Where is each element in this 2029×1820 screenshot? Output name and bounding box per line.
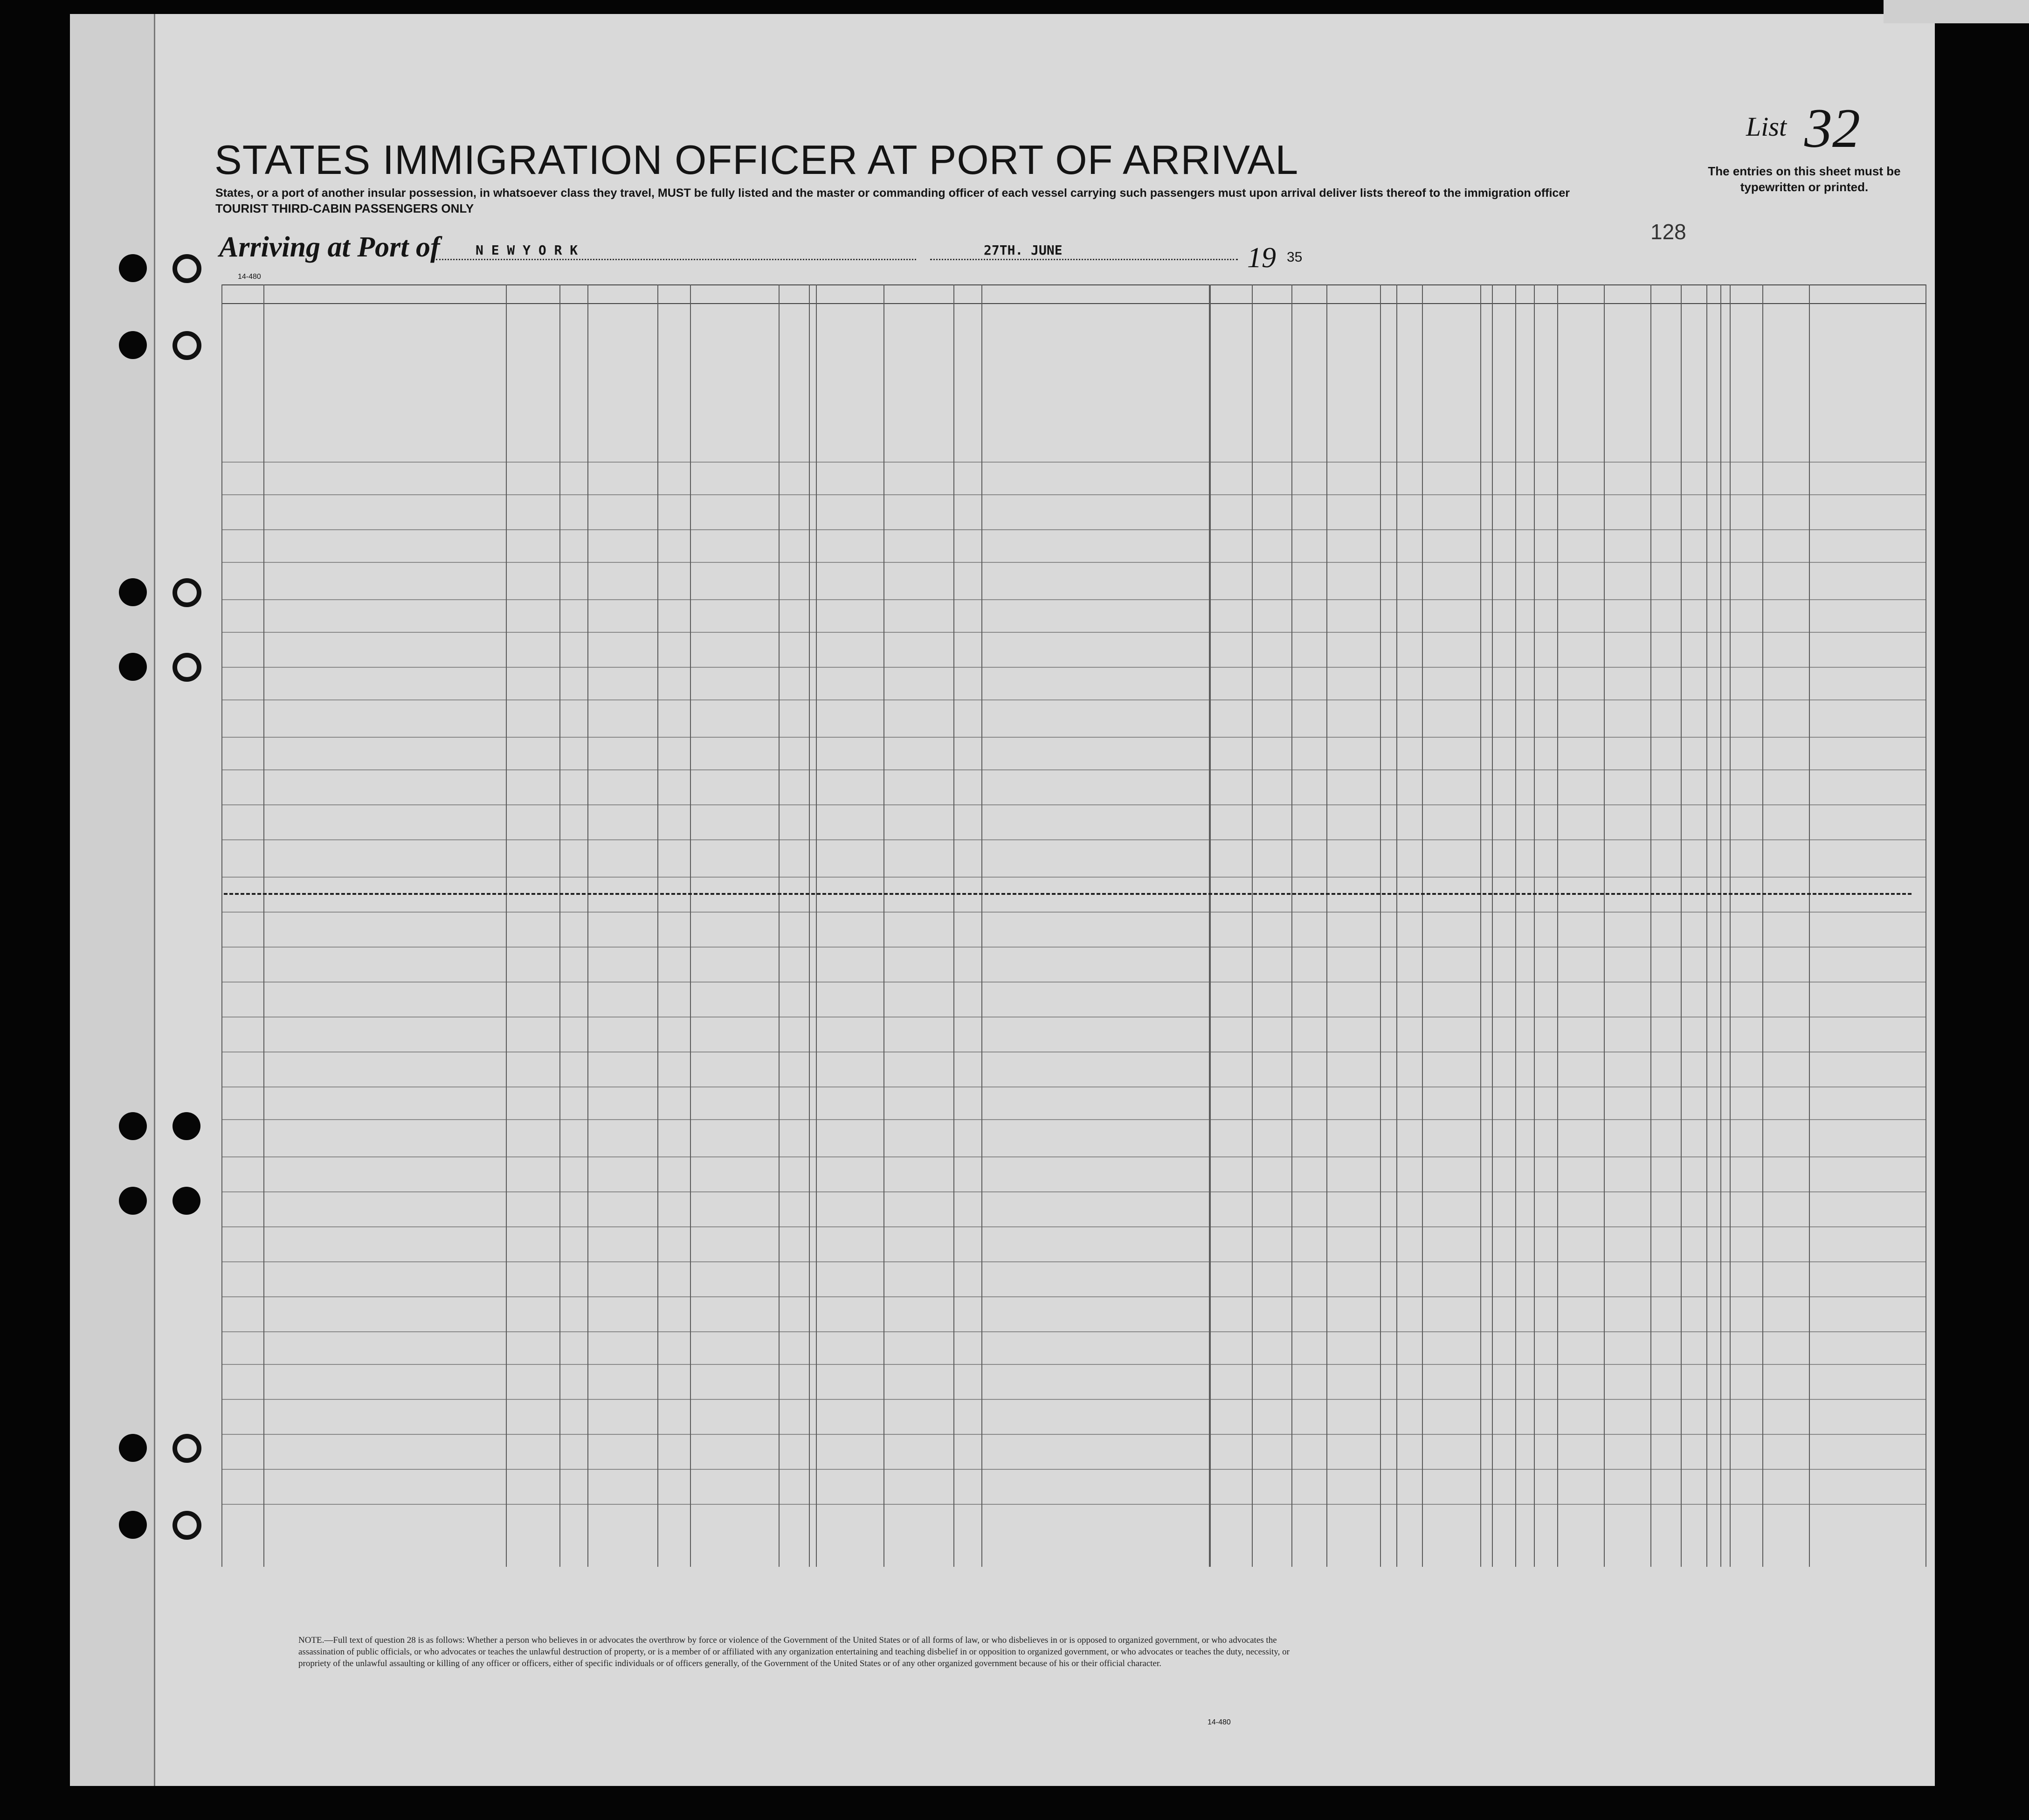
form-number-top: 14-480: [238, 273, 261, 281]
binder-hole-13: [119, 1434, 147, 1462]
binder-hole-5: [119, 578, 147, 606]
date-line: [930, 259, 1238, 260]
question-28-footnote: NOTE.—Full text of question 28 is as follows: Whether a person who believes in or advocates the overthrow by force or violence of the Government of the United States or of all forms of law, or who disbelieves in or is opposed to organized government, or who advocates the assassination of public officials, or who advocates or teaches the unlawful destruction of property, or is a member of or affiliated with any organization entertaining and teaching disbelief in or opposition to organized government, or who advocates or teaches the duty, necessity, or propriety of the unlawful assaulting or killing of any officer or officers, either of specific individuals or of officers generally, of the Government of the United States or of any other organized government because of his or their official character.: [298, 1635, 1290, 1668]
row-rule: [221, 1226, 1925, 1227]
column-rule: [779, 284, 780, 1567]
year-suffix: 35: [1287, 249, 1303, 265]
column-rule: [657, 284, 658, 1567]
port-line: [436, 259, 916, 260]
column-rule: [587, 284, 588, 1567]
column-rule: [1604, 284, 1605, 1567]
list-label: List: [1746, 111, 1787, 142]
row-12-divider: [224, 893, 1912, 895]
typewritten-instruction: The entries on this sheet must be typewritten or printed.: [1708, 164, 1901, 194]
column-rule: [809, 284, 810, 1567]
arrival-date: 27TH. JUNE: [984, 242, 1063, 258]
row-rule: [221, 1469, 1925, 1470]
binder-hole-8: [173, 653, 201, 682]
row-rule: [221, 1434, 1925, 1435]
row-rule: [221, 912, 1925, 913]
column-rule: [1515, 284, 1516, 1567]
row-rule: [221, 1331, 1925, 1332]
row-rule: [221, 1261, 1925, 1262]
binder-hole-9: [119, 1112, 147, 1140]
binder-hole-10: [173, 1112, 200, 1140]
row-rule: [221, 839, 1925, 840]
row-rule: [221, 737, 1925, 738]
row-rule: [221, 1156, 1925, 1157]
column-rule: [1809, 284, 1810, 1567]
column-rule: [1762, 284, 1763, 1567]
column-rule: [1380, 284, 1381, 1567]
binder-hole-16: [173, 1511, 201, 1540]
binder-hole-1: [119, 254, 147, 282]
column-rule: [559, 284, 560, 1567]
column-rule: [1252, 284, 1253, 1567]
row-rule: [221, 1504, 1925, 1505]
binder-hole-4: [173, 331, 201, 360]
port-value: N E W Y O R K: [476, 242, 578, 258]
row-rule: [221, 1364, 1925, 1365]
row-rule: [221, 599, 1925, 600]
row-rule: [221, 982, 1925, 983]
column-rule: [263, 284, 264, 1567]
list-number: 32: [1804, 97, 1860, 159]
column-rule: [1650, 284, 1651, 1567]
binder-hole-6: [173, 578, 201, 607]
column-rule: [1422, 284, 1423, 1567]
row-rule: [221, 1399, 1925, 1400]
corner-label-strip: [1884, 0, 2029, 23]
column-rule: [883, 284, 884, 1567]
column-rule: [981, 284, 982, 1567]
column-rule: [1326, 284, 1327, 1567]
pencil-sheet-number: 128: [1650, 220, 1686, 244]
column-rule: [1706, 284, 1707, 1567]
row-rule: [221, 877, 1925, 878]
column-rule: [221, 284, 222, 1567]
row-rule: [221, 769, 1925, 770]
column-rule: [1720, 284, 1721, 1567]
row-rule: [221, 1119, 1925, 1120]
row-rule: [221, 529, 1925, 530]
column-rule: [816, 284, 817, 1567]
header-rule: [221, 284, 1925, 285]
form-number-bottom: 14-480: [1208, 1718, 1231, 1726]
column-rule: [1730, 284, 1731, 1567]
column-rule: [506, 284, 507, 1567]
row-rule: [221, 494, 1925, 495]
row-rule: [221, 1296, 1925, 1297]
binder-hole-3: [119, 331, 147, 359]
binder-hole-2: [173, 254, 201, 283]
row-rule: [221, 667, 1925, 668]
row-rule: [221, 804, 1925, 805]
column-rule: [1492, 284, 1493, 1567]
column-rule: [690, 284, 691, 1567]
passenger-class: TOURIST THIRD-CABIN PASSENGERS ONLY: [215, 201, 474, 215]
column-rule: [1534, 284, 1535, 1567]
binder-hole-14: [173, 1434, 201, 1463]
column-rule: [1925, 284, 1926, 1567]
row-rule: [221, 699, 1925, 700]
arriving-label: Arriving at Port of: [219, 231, 440, 263]
column-rule: [1291, 284, 1292, 1567]
row-rule: [221, 1086, 1925, 1087]
header-rule: [221, 303, 1925, 304]
column-rule: [1396, 284, 1397, 1567]
binder-hole-15: [119, 1511, 147, 1539]
form-title: STATES IMMIGRATION OFFICER AT PORT OF ARRIVAL: [214, 137, 1299, 183]
row-rule: [221, 562, 1925, 563]
column-rule: [1480, 284, 1481, 1567]
row-rule: [221, 632, 1925, 633]
manifest-sheet: [70, 14, 1935, 1786]
column-rule: [1557, 284, 1558, 1567]
binder-hole-7: [119, 653, 147, 681]
form-subtitle: States, or a port of another insular possession, in whatsoever class they travel, MUST be fully listed and the master or commanding officer of each vessel carrying such passengers must upon arrival deliver lists thereof to the immigration officer: [215, 187, 1570, 200]
binder-hole-11: [119, 1187, 147, 1215]
row-rule: [221, 1191, 1925, 1192]
row-rule: [221, 462, 1925, 463]
year-prefix: 19: [1247, 242, 1276, 274]
row-rule: [221, 947, 1925, 948]
column-rule: [1681, 284, 1682, 1567]
column-rule: [1210, 284, 1211, 1567]
binder-hole-12: [173, 1187, 200, 1215]
column-rule: [953, 284, 954, 1567]
